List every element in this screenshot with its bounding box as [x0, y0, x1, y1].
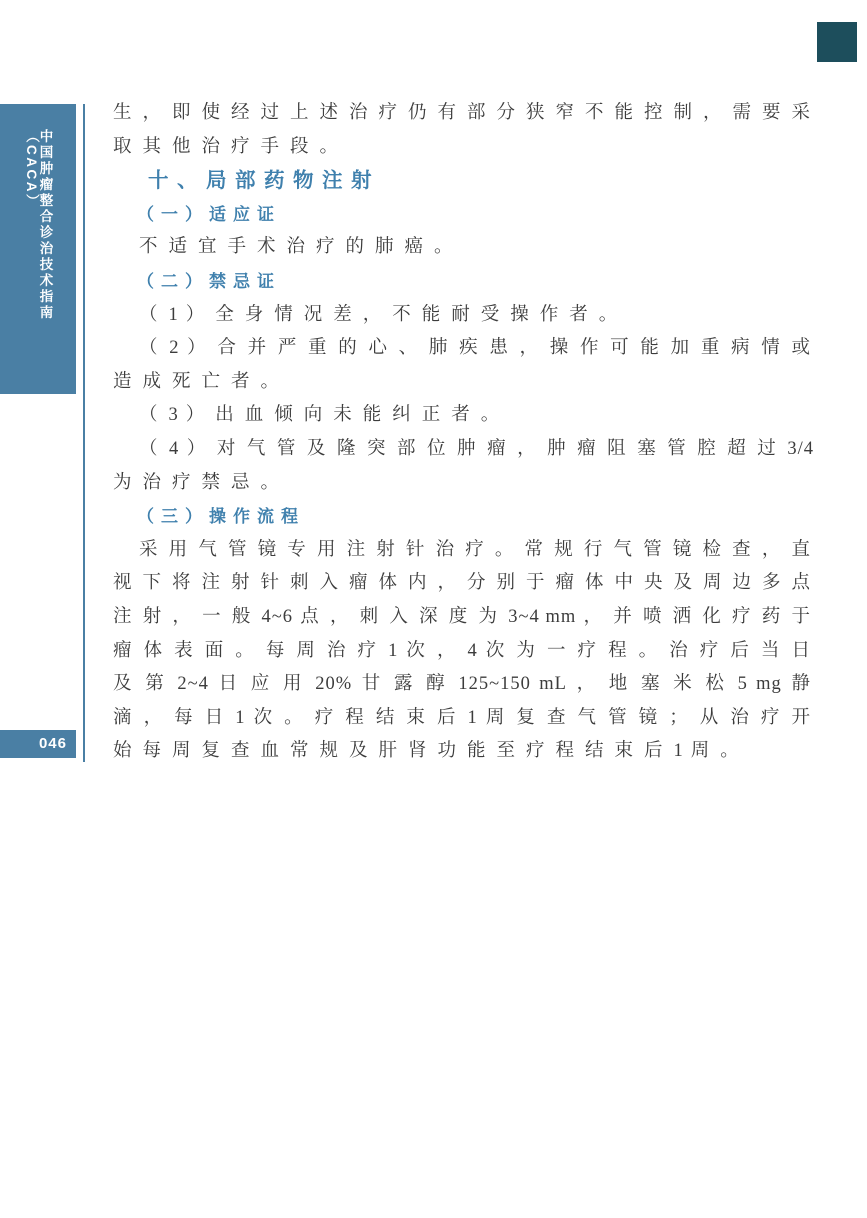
main-content	[113, 97, 821, 769]
procedure-paragraph: 采用气管镜专用注射针治疗。常规行气管镜检查，直视下将注射针刺入瘤体内，分别于瘤体中央及周边多点注射，一般4~6 点，刺入深度为3~4 mm ，并喷洒化疗药于瘤体表面。每周治疗1 次，4 次为一疗程。治疗后当日及第2~4 日应用20% 甘露醇125~150 mL ，地塞米松5 mg 静滴，每日1 次。疗程结束后1 周复查气管镜；从治疗开始每周复查血常规及肝肾功能至疗程结束后1 周。	[113, 539, 822, 762]
intro-continuation-paragraph: 生，即使经过上述治疗仍有部分狭窄不能控制，需要采取其他治疗手段。	[113, 103, 822, 157]
contraindication-item-1: （1 ）全身情况差，不能耐受操作者。	[139, 304, 629, 325]
subsection-heading-indications: （一）适应证	[137, 204, 281, 224]
subsection-heading-procedure: （三）操作流程	[137, 507, 305, 527]
section-heading-local-drug-injection: 十、局部药物注射	[148, 169, 380, 193]
book-title-vertical: 中国肿瘤整合诊治技术指南（CACA）	[24, 129, 53, 321]
corner-accent-square	[817, 22, 857, 62]
subsection-heading-contraindications: （二）禁忌证	[137, 271, 281, 291]
contraindication-item-3: （3 ）出血倾向未能纠正者。	[139, 405, 511, 426]
sidebar-title-bar	[0, 104, 76, 394]
contraindication-item-2: （2 ）合并严重的心、肺疾患，操作可能加重病情或造成死亡者。	[113, 338, 821, 392]
indications-paragraph: 不适宜手术治疗的肺癌。	[139, 237, 464, 258]
page-number-badge: 046	[0, 730, 76, 758]
vertical-rule	[83, 104, 85, 762]
contraindication-item-4: （4 ）对气管及隆突部位肿瘤，肿瘤阻塞管腔超过3/4为治疗禁忌。	[113, 438, 814, 493]
